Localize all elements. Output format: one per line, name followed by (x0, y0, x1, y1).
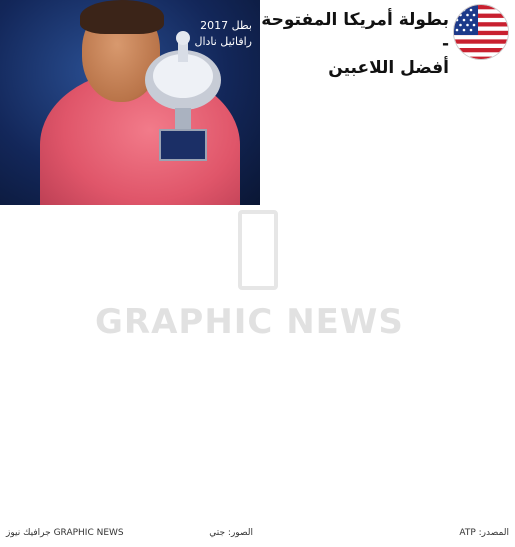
page-title (259, 8, 449, 80)
title-line-2: أفضل اللاعبين (328, 58, 449, 78)
us-flag-icon (453, 4, 509, 60)
photos-label: الصور: (227, 528, 253, 538)
caption-champion-name: رافائيل نادال (194, 35, 252, 48)
photo-caption (194, 18, 252, 50)
caption-champion-year: بطل 2017 (200, 19, 252, 32)
source-credit (459, 528, 509, 538)
source-label: المصدر: (478, 528, 509, 538)
watermark-text: GRAPHIC NEWS (95, 302, 404, 342)
title-line-1: بطولة أمريكا المفتوحة - (261, 10, 449, 54)
graphic-news-credit: GRAPHIC NEWS جرافيك نيوز (6, 528, 124, 538)
photo-credit (209, 528, 253, 538)
watermark-logo (238, 210, 278, 290)
trophy-icon (138, 30, 228, 170)
photos-value: جتي (209, 528, 226, 538)
source-value: ATP (459, 528, 476, 538)
photo-hair (80, 0, 164, 34)
champion-photo (0, 0, 260, 205)
